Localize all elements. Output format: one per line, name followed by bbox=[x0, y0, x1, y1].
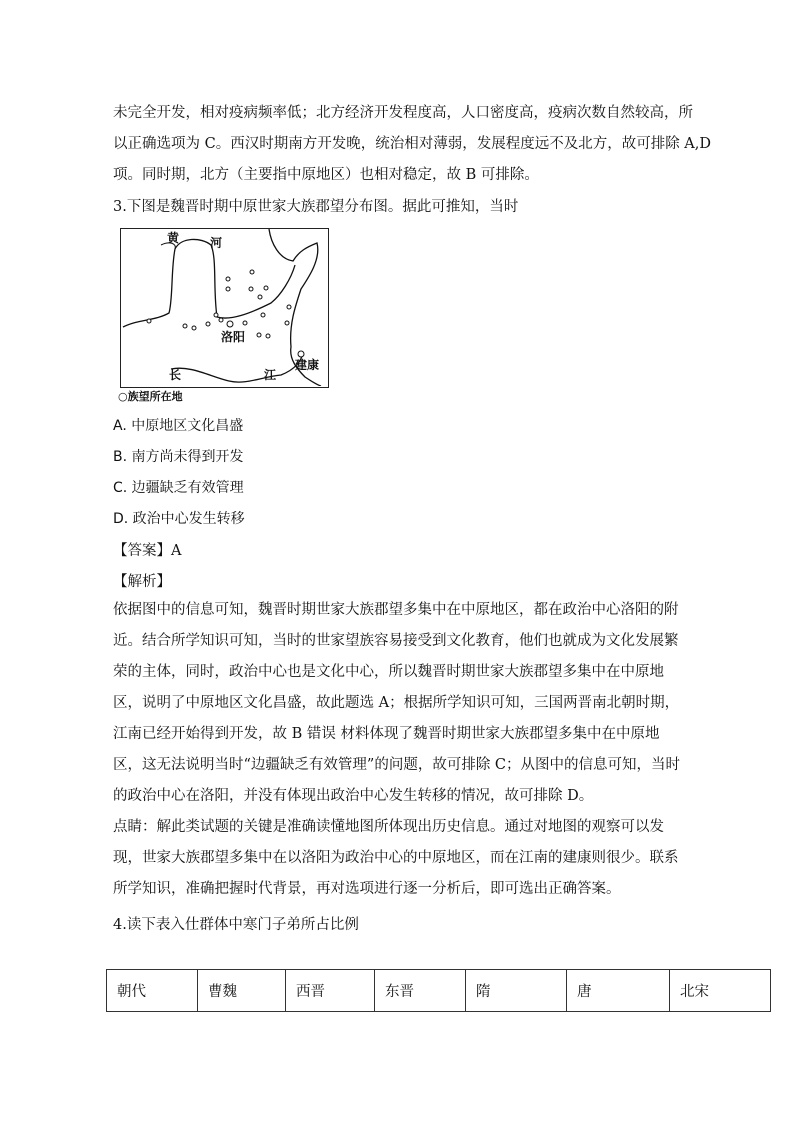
clan-marker bbox=[226, 277, 230, 281]
table-cell: 曹魏 bbox=[198, 970, 286, 1012]
clan-marker bbox=[285, 321, 289, 325]
clan-marker bbox=[258, 295, 262, 299]
clan-marker bbox=[298, 351, 304, 357]
table-cell: 朝代 bbox=[107, 970, 198, 1012]
clan-marker bbox=[192, 326, 196, 330]
question-4-stem: 4.读下表入仕群体中寒门子弟所占比例 bbox=[113, 917, 359, 933]
option-b: B. 南方尚未得到开发 bbox=[113, 449, 244, 465]
clan-marker bbox=[257, 333, 261, 337]
analysis-text: 依据图中的信息可知，魏晋时期世家大族郡望多集中在中原地区，都在政治中心洛阳的附近。结合所学知识可知，当时的世家望族容易接受到文化教育，他们也就成为文化发展繁荣的主体，同时，政治中心也是文化中心，所以魏晋时期世家大族郡望多集中在中原地区，说明了中原地区文化昌盛，故此题选 A；根据所学知识可知，三国两晋南北朝时期，江南已经开始得到开发，故 B 错误 材料体现了魏晋时期世家大族郡望多集中在中原地区，这无法说明当时“边疆缺乏有效管理”的问题，故可排除 C；从图中的信息可知，当时的政治中心在洛阳，并没有体现出政治中心发生转移的情况，故可排除 D。 bbox=[113, 602, 681, 804]
table-cell: 唐 bbox=[567, 970, 670, 1012]
table-cell: 隋 bbox=[466, 970, 567, 1012]
map-legend: ○族望所在地 bbox=[118, 390, 183, 403]
tip-text: 点睛：解此类试题的关键是准确读懂地图所体现出历史信息。通过对地图的观察可以发现，世家大族郡望多集中在以洛阳为政治中心的中原地区，而在江南的建康则很少。联系所学知识，准确把握时代背景，再对选项进行逐一分析后，即可选出正确答案。 bbox=[113, 819, 679, 897]
clan-marker bbox=[206, 322, 210, 326]
clan-marker bbox=[250, 270, 254, 274]
clan-marker bbox=[219, 318, 223, 322]
clan-marker bbox=[261, 313, 265, 317]
map-label-jiang: 江 bbox=[264, 368, 277, 382]
clan-marker bbox=[264, 286, 268, 290]
clan-marker bbox=[147, 319, 151, 323]
map-svg bbox=[121, 229, 327, 386]
map-label-luoyang: 洛阳 bbox=[221, 330, 246, 344]
intro-line-3: 项。同时期，北方（主要指中原地区）也相对稳定，故 B 可排除。 bbox=[113, 167, 539, 183]
clan-marker bbox=[183, 324, 187, 328]
map-figure bbox=[120, 228, 329, 388]
clan-marker bbox=[287, 305, 291, 309]
clan-marker bbox=[226, 287, 230, 291]
table-cell: 西晋 bbox=[286, 970, 375, 1012]
map-label-jiankang: 建康 bbox=[295, 358, 320, 372]
table-cell: 东晋 bbox=[375, 970, 466, 1012]
table-row bbox=[107, 970, 771, 1012]
clan-marker bbox=[227, 321, 233, 327]
map-label-chang: 长 bbox=[169, 368, 182, 382]
clan-marker bbox=[266, 334, 270, 338]
answer: 【答案】A bbox=[113, 543, 182, 559]
option-c: C. 边疆缺乏有效管理 bbox=[113, 480, 244, 496]
intro-line-1: 未完全开发，相对疫病频率低；北方经济开发程度高，人口密度高，疫病次数自然较高，所 bbox=[113, 105, 693, 121]
dynasty-table bbox=[106, 969, 771, 1012]
option-d: D. 政治中心发生转移 bbox=[113, 511, 245, 527]
map-label-huang: 黄 bbox=[167, 231, 180, 245]
intro-line-2: 以正确选项为 C。西汉时期南方开发晚，统治相对薄弱，发展程度远不及北方，故可排除 A,D bbox=[113, 136, 712, 152]
map-label-he: 河 bbox=[210, 236, 223, 250]
table-cell: 北宋 bbox=[670, 970, 771, 1012]
yangtze-river-line bbox=[171, 353, 303, 382]
clan-marker bbox=[243, 321, 247, 325]
clan-marker bbox=[249, 287, 253, 291]
yellow-river-line bbox=[123, 239, 295, 327]
option-a: A. 中原地区文化昌盛 bbox=[113, 418, 244, 434]
analysis-title: 【解析】 bbox=[113, 574, 171, 590]
clan-marker bbox=[214, 313, 218, 317]
question-3-stem: 3.下图是魏晋时期中原世家大族郡望分布图。据此可推知，当时 bbox=[113, 199, 519, 215]
